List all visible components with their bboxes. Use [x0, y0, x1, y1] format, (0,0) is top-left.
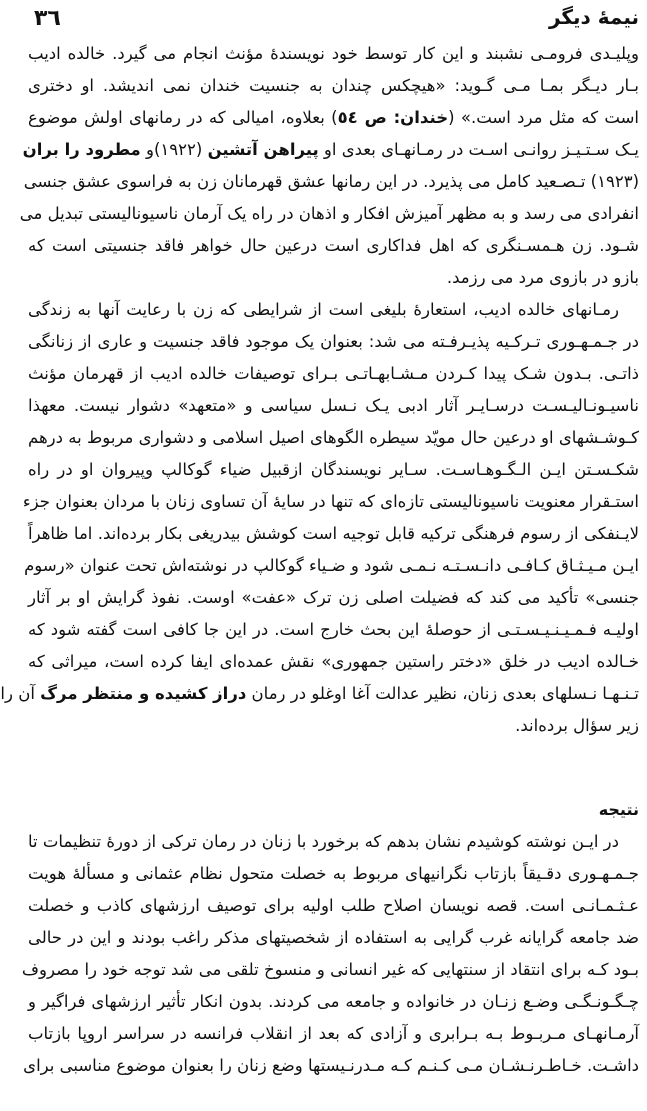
text-line — [28, 390, 639, 422]
text-run: زیر سؤال برده‌اند. — [515, 716, 639, 735]
text-line — [28, 102, 639, 134]
text-run: عـثـمـانـی است. قصه نویسان اصلاح طلب اولیه برای توصیف ارزشهای کاذب و خصلت — [28, 896, 639, 915]
text-run: استـقرار معنویت ناسیونالیستی تازه‌ای که تنها در سایهٔ آن تساوی زنان با مردان بعنوان جزء — [22, 492, 639, 511]
text-run: ایـن مـیـثـاق کـافـی دانـسـتـه نـمـی شود و ضـیاء گوکالپ در نوشته‌اش تحت عنوان «رسوم — [24, 556, 639, 575]
bold-title-text: دراز کشیده و منتظر مرگ — [40, 684, 247, 703]
text-line — [28, 614, 639, 646]
text-run: بـار دیـگر بمـا مـی گـوید: «هیچکس چندان به جنسیت خندان نمی اندیشد. او دختری — [28, 76, 639, 95]
text-run: وپلیـدی فرومـی نشبند و این کار توسط خود نویسندهٔ مؤنث انجام می گیرد. خالده ادیب — [28, 44, 639, 63]
text-run: ذاتـی. بـدون شـک پیدا کـردن مـشـابهـاتـی بـرای توصیفات خالده ادیب از قهرمان مؤنث — [28, 364, 639, 383]
text-run: داشـت. خـاطـرنـشـان مـی کـنـم کـه مـدرنـیستها وضع زنان را بعنوان موضوع مناسبی برای — [23, 1056, 639, 1075]
text-line — [28, 230, 639, 262]
text-run: آن را — [0, 684, 41, 703]
text-line — [28, 358, 639, 390]
page-header — [20, 0, 647, 36]
text-line — [28, 294, 639, 326]
text-line — [28, 826, 639, 858]
page-body — [0, 38, 640, 1082]
paragraph-conclusion — [21, 826, 639, 1082]
text-line — [28, 710, 639, 742]
text-run: یـک سـتـیـز روانـی اسـت در رمـانهـای بعدی او — [318, 140, 639, 159]
text-line — [28, 38, 639, 70]
text-line — [28, 1018, 639, 1050]
text-line — [22, 486, 639, 518]
text-line — [28, 890, 639, 922]
text-line — [28, 422, 639, 454]
bold-title-text: پیراهن آتشین — [207, 140, 319, 159]
text-run: در ایـن نوشته کوشیدم نشان بدهم که برخورد با زنان در رمان ترکی از دورهٔ تنظیمات تا — [28, 832, 619, 851]
text-run: بـود کـه برای انتقاد از سنتهایی که غیر انسانی و منسوخ تلقی می شد توجه خود را مصروف — [21, 960, 639, 979]
text-run: تـنـهـا نـسلهای بعدی زنان، نظیر عدالت آغا اوغلو در رمان — [246, 684, 639, 703]
text-run: رمـانهای خالده ادیب، استعارهٔ بلیغی است از شرایطی که زن با رعایت آنها به زندگی — [28, 300, 619, 319]
text-run: ضد جامعه گرایانه غرب گرایی به استفاده از شخصیتهای مذکر راغب بودند و این در حالی — [28, 928, 639, 947]
running-title: نیمهٔ دیگر — [548, 5, 639, 29]
text-line — [21, 954, 639, 986]
text-line — [28, 582, 639, 614]
section-gap — [28, 742, 639, 794]
text-run: جـمـهـوری دقـیقاً بازتاب نگرانیهای مربوط به خصلت متحول نظام عثمانی و مسألهٔ هویت — [28, 864, 639, 883]
text-line — [28, 262, 639, 294]
text-run: شـود. زن هـمسـنگری که اهل فداکاری است درعین حال خواهر فاقد جنسیتی است که — [28, 236, 639, 255]
text-run: (۱۹۲۲)و — [140, 140, 208, 159]
text-line — [23, 166, 639, 198]
bold-title-text: خندان: ص ٥٤ — [337, 108, 449, 127]
text-run: لایـنفکی از رسوم فرهنگی ترکیه قابل توجیه است کوشش بیدریغی بکار برده‌اند. اما ظاهراً — [28, 524, 639, 543]
text-line — [0, 678, 639, 710]
text-run: ناسیـونـالیـسـت درسـایـر آثار ادبی یـک نـسل سیاسی و «متعهد» دشوار نیست. معهذا — [28, 396, 639, 415]
section-heading: نتیجه — [598, 800, 639, 819]
paragraph-1 — [19, 38, 640, 294]
text-line — [23, 1050, 639, 1082]
text-run: (۱۹۲۳) تـصـعید کامل می پذیرد. در این رمانها عشق قهرمانان زن به فراسوی عشق جنسی — [23, 172, 639, 191]
text-line — [22, 134, 639, 166]
text-run: انفرادی می رسد و به مظهر آمیزش افکار و اذهان در راه یک آرمان ناسیونالیستی تبدیل می — [19, 204, 639, 223]
text-line — [19, 198, 639, 230]
text-run: اولیـه فـمـیـنـیـسـتـی از حوصلهٔ این بحث خارج است. در این جا کافی است گفته شود که — [28, 620, 639, 639]
text-run: است که مثل مرد است.» ( — [448, 108, 640, 127]
paragraph-2 — [0, 294, 639, 742]
bold-title-text: مطرود را بران — [22, 140, 141, 159]
text-line — [28, 646, 639, 678]
text-run: چـگـونـگـی وضـع زنـان در خانواده و جامعه می کردند. بدون انکار تأثیر ارزشهای فراگیر و — [28, 992, 639, 1011]
page-number: ۳٦ — [34, 6, 61, 31]
text-line — [28, 326, 639, 358]
text-run: آرمـانهـای مـربـوط بـه بـرابری و آزادی که بعد از انقلاب فرانسه در سراسر اروپا بازتاب — [28, 1024, 639, 1043]
text-run: شکـسـتن ایـن الـگـوهـاسـت. سـایر نویسندگان ازقبیل ضیاء گوکالپ وپیروان او در راه — [28, 460, 639, 479]
text-line — [28, 518, 639, 550]
text-line — [28, 454, 639, 486]
text-line — [28, 922, 639, 954]
text-run: جنسی» تأکید می کند که فضیلت اصلی زن ترک «عفت» اوست. نفوذ گرایش او بر آثار — [28, 588, 639, 607]
text-line — [28, 858, 639, 890]
text-run: کـوشـشهای او درعین حال مویّد سیطره الگوهای اصیل اسلامی و دشواری مربوط به درهم — [28, 428, 639, 447]
text-run: ) بعلاوه، امیالی که در رمانهای اولش موضوع — [28, 108, 338, 127]
text-line — [28, 986, 639, 1018]
text-run: بازو در بازوی مرد می رزمد. — [446, 268, 639, 287]
text-line — [28, 70, 639, 102]
text-run: خـالده ادیب در خلق «دختر راستین جمهوری» نقش عمده‌ای ایفا کرده است، میراثی که — [28, 652, 639, 671]
text-run: در جـمـهـوری تـرکـیه پذیـرفـته می شد: بعنوان یک موجود فاقد جنسیت و عاری از زنانگی — [28, 332, 639, 351]
text-line — [24, 550, 639, 582]
